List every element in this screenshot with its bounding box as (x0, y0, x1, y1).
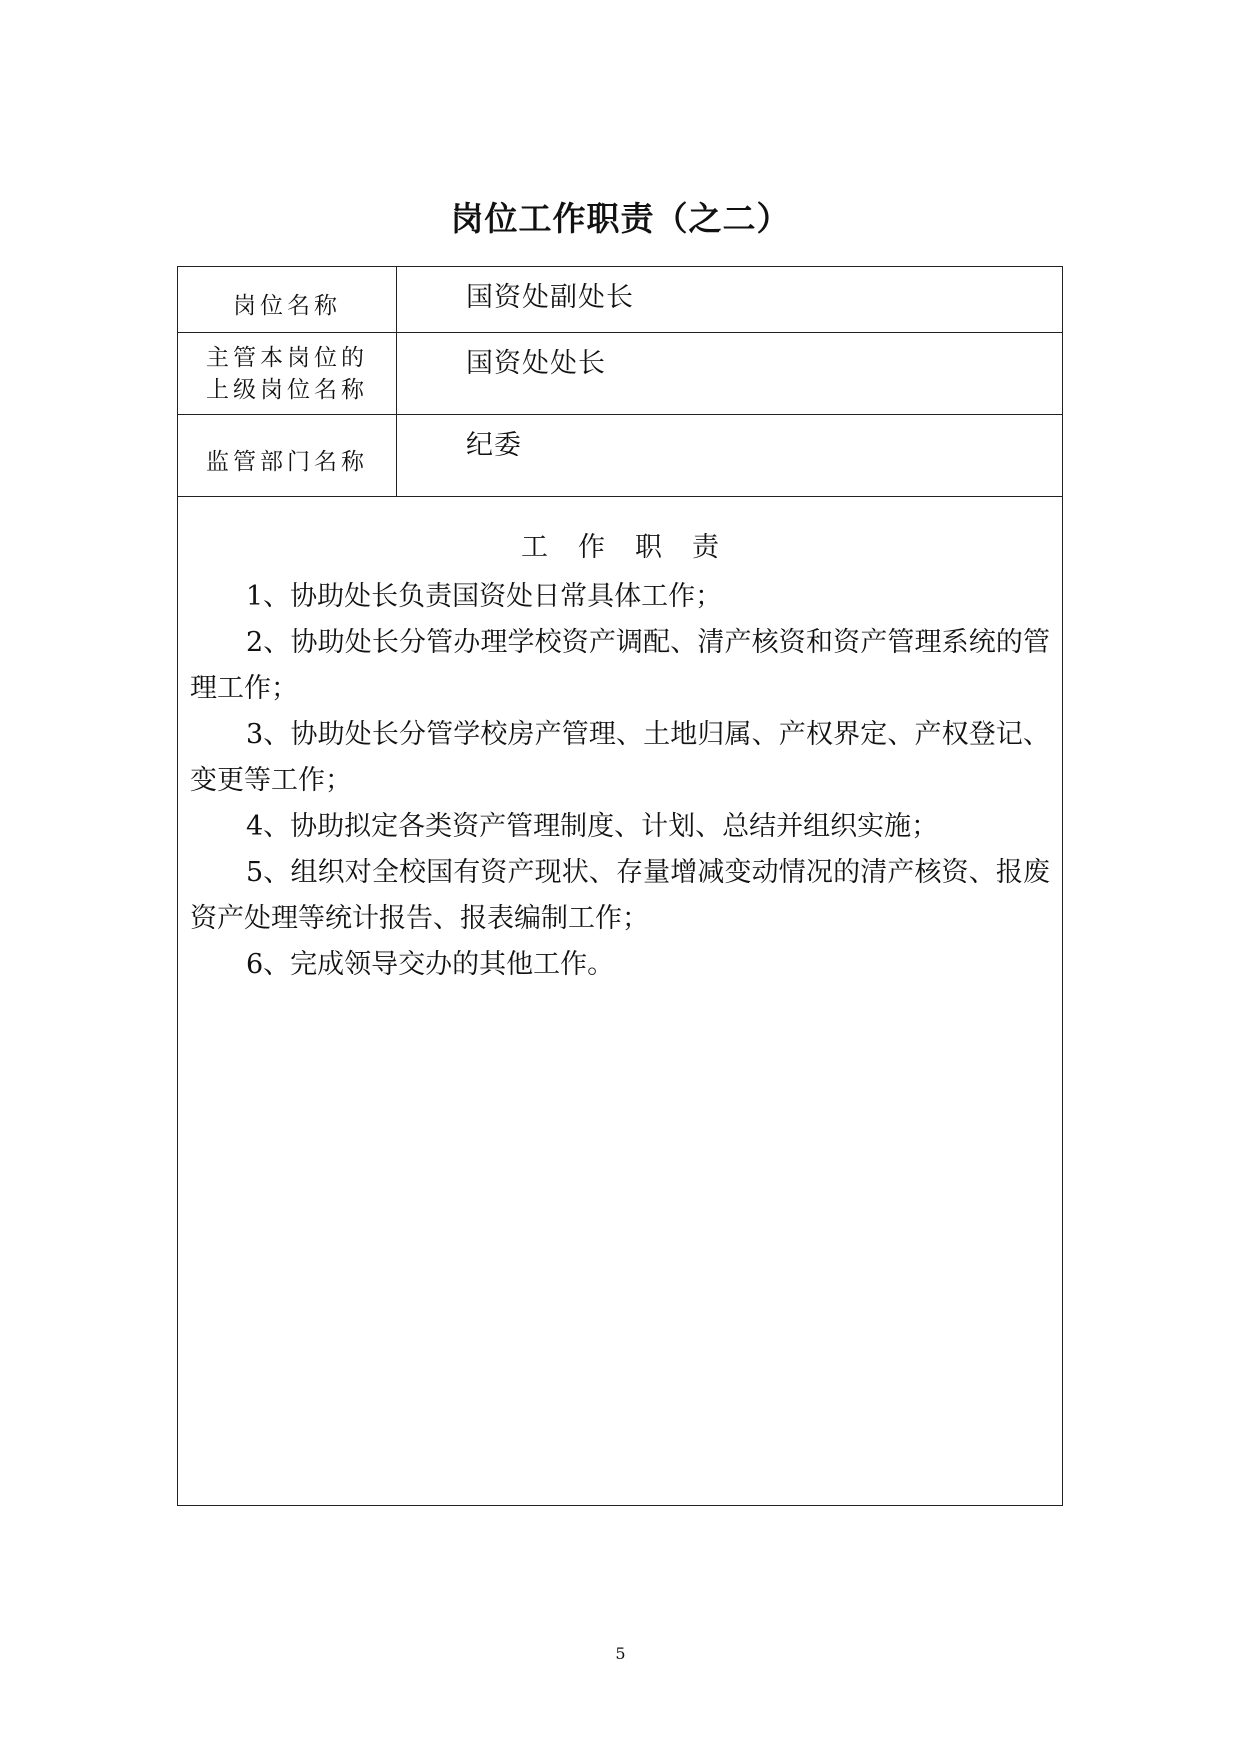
oversight-dept-label-text: 监管部门名称 (206, 448, 368, 475)
duty-item: 4、协助拟定各类资产管理制度、计划、总结并组织实施； (246, 811, 939, 842)
supervisor-label-line2: 上级岗位名称 (206, 376, 368, 403)
position-value: 国资处副处长 (466, 282, 634, 313)
oversight-dept-value: 纪委 (466, 430, 522, 461)
duty-item: 6、完成领导交办的其他工作。 (246, 949, 615, 980)
duty-item: 5、组织对全校国有资产现状、存量增减变动情况的清产核资、报废资产处理等统计报告、报表编制工作； (190, 857, 1050, 934)
oversight-dept-label (178, 415, 397, 496)
supervisor-label (178, 333, 397, 414)
duties-section (178, 497, 1062, 988)
duty-item: 3、协助处长分管学校房产管理、土地归属、产权界定、产权登记、变更等工作； (190, 719, 1050, 796)
position-label-text: 岗位名称 (233, 292, 341, 319)
job-duty-form (177, 266, 1063, 1506)
supervisor-label-line1: 主管本岗位的 (206, 344, 368, 371)
duty-item: 1、协助处长负责国资处日常具体工作； (246, 581, 723, 612)
oversight-dept-row (178, 415, 1062, 497)
document-title: 岗位工作职责（之二） (450, 199, 791, 238)
supervisor-value: 国资处处长 (466, 348, 606, 379)
page-number: 5 (615, 1644, 626, 1663)
position-label (178, 267, 397, 332)
duties-heading: 工作职责 (521, 532, 749, 563)
supervisor-row (178, 333, 1062, 415)
position-row (178, 267, 1062, 333)
duty-item: 2、协助处长分管办理学校资产调配、清产核资和资产管理系统的管理工作； (190, 627, 1050, 704)
